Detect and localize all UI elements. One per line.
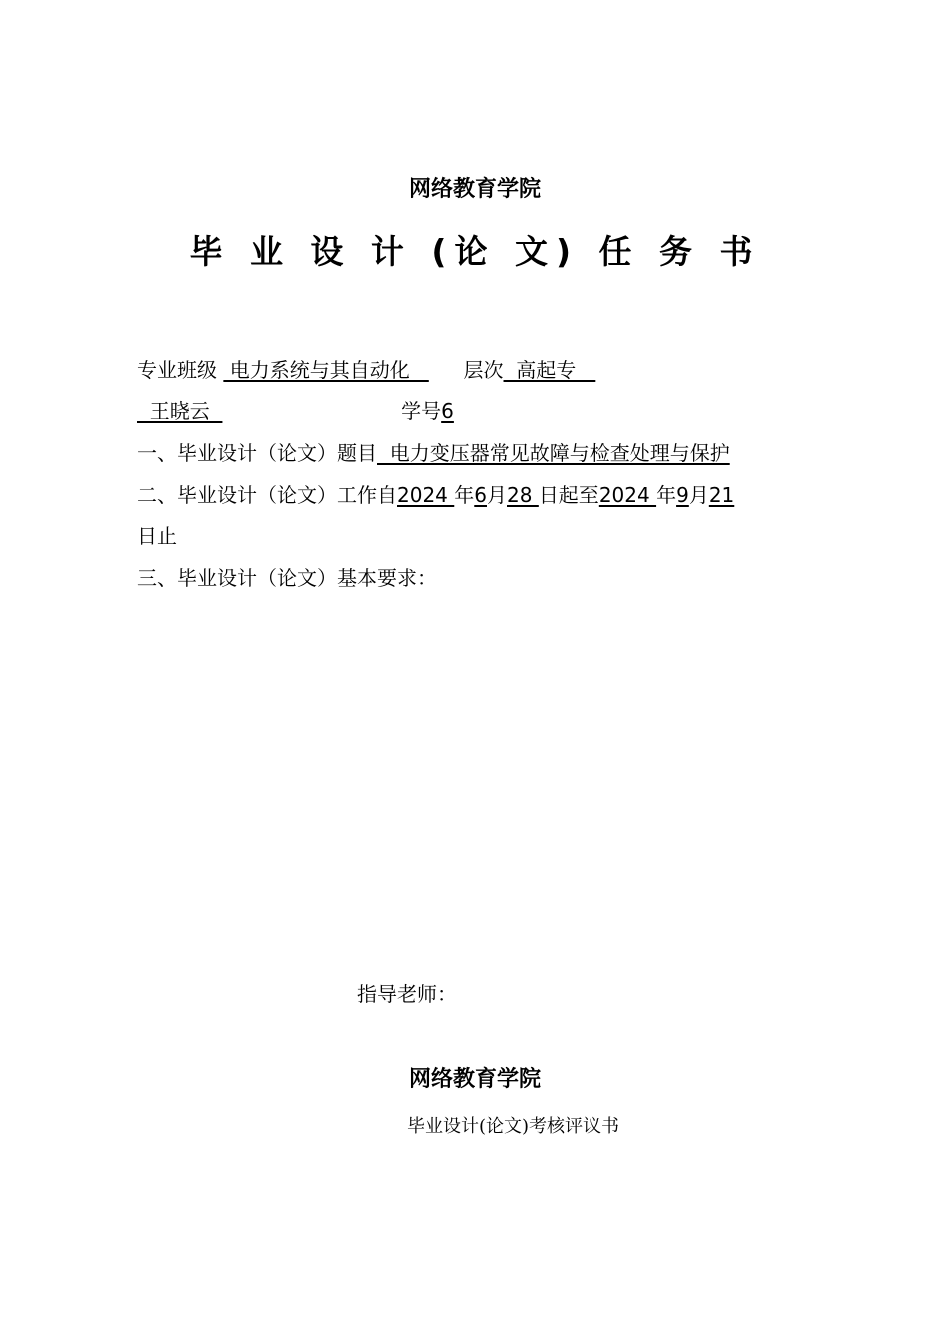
start-year: 2024	[397, 483, 455, 507]
student-id-value: 6	[441, 399, 454, 423]
end-month: 9	[676, 483, 689, 507]
major-level-line	[137, 357, 595, 383]
major-label: 专业班级	[137, 358, 217, 382]
document-title: 毕 业 设 计 (论 文) 任 务 书	[189, 232, 761, 271]
advisor-label: 指导老师：	[357, 982, 457, 1006]
student-id-label: 学号	[401, 399, 442, 423]
topic-value: 电力变压器常见故障与检查处理与保护	[377, 441, 730, 465]
topic-line	[137, 440, 730, 466]
period-prefix: 二、毕业设计（论文）工作自	[137, 483, 397, 507]
name-id-line	[137, 398, 454, 424]
start-month: 6	[474, 483, 487, 507]
month-unit-1: 月	[487, 483, 507, 507]
end-year: 2024	[598, 483, 657, 507]
year-unit-1: 年	[454, 483, 475, 507]
school-name: 网络教育学院	[408, 177, 541, 202]
requirements-label: 三、毕业设计（论文）基本要求：	[137, 566, 437, 590]
student-name: 王晓云	[137, 399, 223, 423]
day-mid: 日起至	[538, 483, 599, 507]
start-day: 28	[507, 483, 539, 507]
major-value: 电力系统与其自动化	[223, 358, 429, 382]
footer-school-name: 网络教育学院	[408, 1067, 541, 1092]
evaluation-subtitle: 毕业设计(论文)考核评议书	[406, 1116, 620, 1137]
month-unit-2: 月	[688, 483, 709, 507]
period-suffix: 日止	[137, 524, 177, 548]
level-label: 层次	[463, 358, 504, 382]
level-value: 高起专	[503, 358, 596, 382]
work-period-line	[137, 482, 734, 508]
topic-label: 一、毕业设计（论文）题目	[137, 441, 377, 465]
year-unit-2: 年	[656, 483, 677, 507]
end-day: 21	[708, 483, 735, 507]
